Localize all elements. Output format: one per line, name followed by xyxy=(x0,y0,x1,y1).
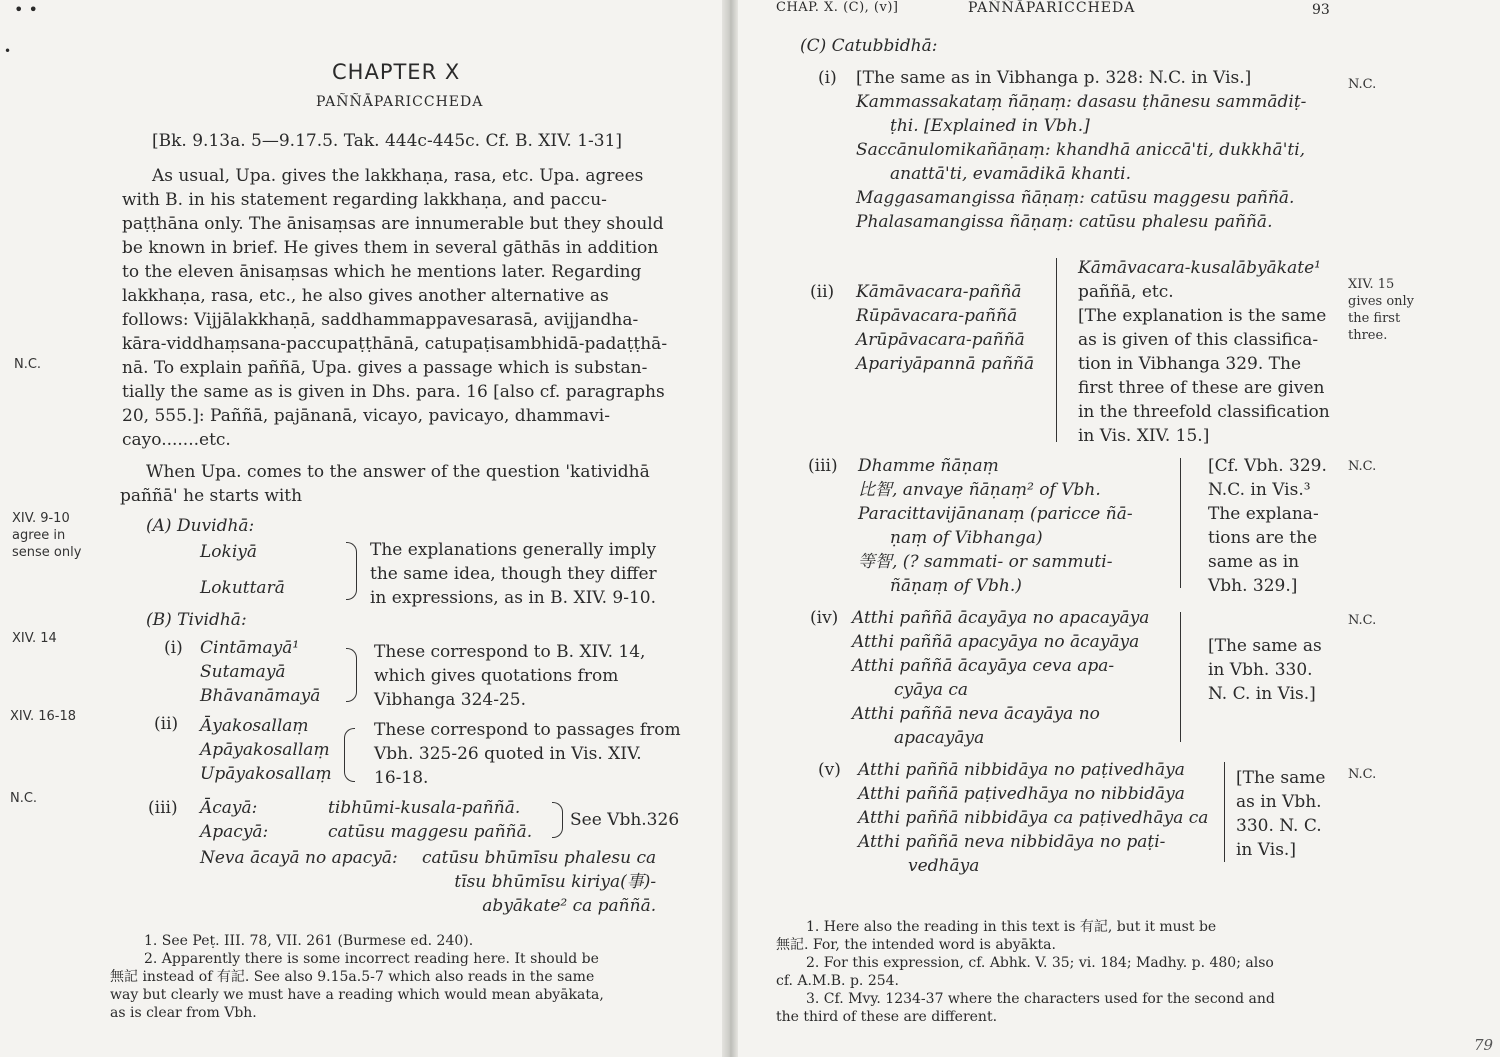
margin-line: sense only xyxy=(12,545,82,560)
note-line: [The same xyxy=(1236,768,1326,788)
section-c-i-label: (i) xyxy=(818,68,837,88)
paragraph-line: paññā' he starts with xyxy=(120,486,303,506)
list-item: Atthi paññā apacyāya no ācayāya xyxy=(852,632,1140,652)
note-line: These correspond to B. XIV. 14, xyxy=(374,642,646,662)
section-c-iii-items xyxy=(858,454,1133,598)
page-number: 93 xyxy=(1312,2,1330,18)
margin-note: N.C. xyxy=(1348,613,1377,628)
section-c-iv-items xyxy=(852,606,1149,750)
note-line: tions are the xyxy=(1208,528,1318,548)
margin-note: N.C. xyxy=(1348,77,1377,92)
note-line: the same idea, though they differ xyxy=(370,564,657,584)
paragraph-line: 20, 555.]: Paññā, pajānanā, vicayo, pavicayo, dhammavi- xyxy=(122,406,610,426)
paragraph-line: follows: Vijjālakkhaṇā, saddhammappavesarasā, avijjandha- xyxy=(122,310,639,330)
section-a-item: Lokiyā xyxy=(200,542,258,562)
margin-line: three. xyxy=(1348,328,1388,343)
list-item: Apāyakosallaṃ xyxy=(200,740,330,760)
note-line: [The same as xyxy=(1208,636,1322,656)
paragraph-line: lakkhaṇa, rasa, etc., he also gives another alternative as xyxy=(122,286,609,306)
list-item: Apariyāpannā paññā xyxy=(856,354,1035,374)
paragraph-line: to the eleven ānisaṃsas which he mentions later. Regarding xyxy=(122,262,642,282)
margin-note: XIV. 14 xyxy=(12,631,57,646)
section-b-iii-see: See Vbh.326 xyxy=(570,810,680,830)
section-c-ii-items xyxy=(856,280,1034,376)
chapter-title: CHAPTER X xyxy=(332,60,461,84)
note-line: as is given of this classifica- xyxy=(1078,330,1319,350)
note-line: first three of these are given xyxy=(1078,378,1325,398)
section-c-iv-note xyxy=(1208,634,1322,706)
list-item: Paracittavijānanaṃ (paricce ñā- xyxy=(858,504,1133,524)
section-b-iii-brace xyxy=(552,802,563,838)
footnote: 2. Apparently there is some incorrect reading here. It should be xyxy=(144,951,599,967)
section-c-iv-brace xyxy=(1180,612,1181,742)
chapter-subtitle: PAÑÑĀPARICCHEDA xyxy=(316,94,484,110)
note-line: 330. N. C. xyxy=(1236,816,1322,836)
section-b-iii-def: catūsu maggesu paññā. xyxy=(328,822,533,842)
note-line: in the threefold classification xyxy=(1078,402,1330,422)
section-c-heading: (C) Catubbidhā: xyxy=(800,36,938,56)
list-item: ṇaṃ of Vibhanga) xyxy=(890,528,1043,548)
paragraph-line: be known in brief. He gives them in several gāthās in addition xyxy=(122,238,659,258)
list-item: Dhamme ñāṇaṃ xyxy=(858,456,999,476)
margin-note: N.C. xyxy=(10,791,38,806)
section-c-ii-brace xyxy=(1056,258,1057,442)
margin-line: agree in xyxy=(12,528,66,543)
text-line: Maggasamangissa ñāṇaṃ: catūsu maggesu paññā. xyxy=(856,188,1295,208)
footnote: cf. A.M.B. p. 254. xyxy=(776,973,899,989)
section-b-i-label: (i) xyxy=(164,638,183,658)
section-a-heading: (A) Duvidhā: xyxy=(146,516,255,536)
list-item: vedhāya xyxy=(908,856,980,876)
running-header-title: PAÑÑĀPARICCHEDA xyxy=(968,0,1136,16)
text-line: ṭhi. [Explained in Vbh.] xyxy=(890,116,1090,136)
note-line: as in Vbh. xyxy=(1236,792,1322,812)
paragraph-line: with B. in his statement regarding lakkhaṇa, and paccu- xyxy=(122,190,607,210)
section-a-item: Lokuttarā xyxy=(200,578,285,598)
def-line: catūsu bhūmīsu phalesu ca xyxy=(422,848,657,868)
note-line: in Vis.] xyxy=(1236,840,1296,860)
list-item: Atthi paññā ācayāya no apacayāya xyxy=(852,608,1150,628)
list-item: Atthi paññā nibbidāya ca paṭivedhāya ca xyxy=(858,808,1209,828)
right-page xyxy=(738,0,1500,1057)
list-item: 等智, (? sammati- or sammuti- xyxy=(858,552,1113,572)
section-c-i-lines xyxy=(856,66,1306,234)
margin-line: gives only xyxy=(1348,294,1415,309)
paragraph-line: As usual, Upa. gives the lakkhaṇa, rasa, etc. Upa. agrees xyxy=(152,166,644,186)
note-line: in Vis. XIV. 15.] xyxy=(1078,426,1210,446)
list-item: Āyakosallaṃ xyxy=(200,716,309,736)
margin-line: the first xyxy=(1348,311,1401,326)
paragraph-line: cayo.......etc. xyxy=(122,430,231,450)
section-c-v-items xyxy=(858,758,1208,878)
page-corner-mark: 79 xyxy=(1474,1036,1494,1054)
list-item: Sutamayā xyxy=(200,662,286,682)
section-a-brace xyxy=(346,542,357,600)
note-line: 16-18. xyxy=(374,768,429,788)
footnote: 無記 instead of 有記. See also 9.15a.5-7 which also reads in the same xyxy=(110,969,595,985)
note-line: N. C. in Vis.] xyxy=(1208,684,1316,704)
section-b-ii-brace xyxy=(344,728,355,782)
footnote: as is clear from Vbh. xyxy=(110,1005,257,1021)
margin-note xyxy=(12,510,81,561)
list-item: Atthi paññā ācayāya ceva apa- xyxy=(852,656,1115,676)
note-line: [Cf. Vbh. 329. xyxy=(1208,456,1327,476)
margin-line: XIV. 15 xyxy=(1348,277,1395,292)
margin-note: N.C. xyxy=(1348,767,1377,782)
footnote: way but clearly we must have a reading which would mean abyākata, xyxy=(110,987,604,1003)
def-line: tīsu bhūmīsu kiriya(事)- xyxy=(454,872,657,892)
left-page xyxy=(0,0,722,1057)
running-header-left: CHAP. X. (C), (v)] xyxy=(776,0,899,15)
footnote: 2. For this expression, cf. Abhk. V. 35; vi. 184; Madhy. p. 480; also xyxy=(806,955,1274,971)
section-b-i-items xyxy=(200,636,320,708)
list-item: Rūpāvacara-paññā xyxy=(856,306,1018,326)
section-b-ii-note xyxy=(374,718,681,790)
book-gutter xyxy=(722,0,738,1057)
section-c-v-brace xyxy=(1224,762,1225,862)
note-line: Kāmāvacara-kusalābyākate¹ xyxy=(1078,258,1321,278)
section-b-i-note xyxy=(374,640,645,712)
note-line: The explana- xyxy=(1208,504,1319,524)
section-b-ii-label: (ii) xyxy=(154,714,179,734)
margin-note xyxy=(1348,276,1414,344)
note-line: which gives quotations from xyxy=(374,666,619,686)
list-item: Atthi paññā nibbidāya no paṭivedhāya xyxy=(858,760,1185,780)
list-item: Atthi paññā neva ācayāya no xyxy=(852,704,1100,724)
section-c-iii-note xyxy=(1208,454,1327,598)
paragraph-line: nā. To explain paññā, Upa. gives a passage which is substan- xyxy=(122,358,648,378)
left-footnotes xyxy=(110,932,604,1022)
footnote: the third of these are different. xyxy=(776,1009,998,1025)
section-b-iii-term: Apacyā: xyxy=(200,822,269,842)
list-item: cyāya ca xyxy=(894,680,969,700)
section-c-iii-brace xyxy=(1180,458,1181,588)
section-c-iv-label: (iv) xyxy=(810,608,839,628)
note-line: Vbh. 325-26 quoted in Vis. XIV. xyxy=(374,744,642,764)
list-item: Arūpāvacara-paññā xyxy=(856,330,1025,350)
page-dots: • • xyxy=(14,0,38,19)
paragraph-line: paṭṭhāna only. The ānisaṃsas are innumerable but they should xyxy=(122,214,664,234)
list-item: Upāyakosallaṃ xyxy=(200,764,332,784)
section-a-note xyxy=(370,538,657,610)
section-b-ii-items xyxy=(200,714,332,786)
section-b-iii-label: (iii) xyxy=(148,798,178,818)
text-line: [The same as in Vibhanga p. 328: N.C. in Vis.] xyxy=(856,68,1252,88)
footnote: 3. Cf. Mvy. 1234-37 where the characters used for the second and xyxy=(806,991,1275,1007)
paragraph-line: kāra-viddhaṃsana-paccupaṭṭhānā, catupaṭisambhidā-padaṭṭhā- xyxy=(122,334,668,354)
section-b-heading: (B) Tividhā: xyxy=(146,610,247,630)
page-dot: • xyxy=(4,44,12,58)
footnote: 1. See Peṭ. III. 78, VII. 261 (Burmese ed. 240). xyxy=(144,933,474,949)
text-line: Kammassakataṃ ñāṇaṃ: dasasu ṭhānesu sammādiṭ- xyxy=(856,92,1307,112)
section-b-i-brace xyxy=(346,648,357,702)
section-b-iii-def: tibhūmi-kusala-paññā. xyxy=(328,798,521,818)
note-line: [The explanation is the same xyxy=(1078,306,1327,326)
paragraph-1 xyxy=(122,164,667,452)
note-line: Vibhanga 324-25. xyxy=(374,690,526,710)
list-item: Kāmāvacara-paññā xyxy=(856,282,1022,302)
text-line: Saccānulomikañāṇaṃ: khandhā aniccā'ti, dukkhā'ti, xyxy=(856,140,1306,160)
list-item: Cintāmayā¹ xyxy=(200,638,300,658)
section-c-ii-label: (ii) xyxy=(810,282,835,302)
list-item: Atthi paññā neva nibbidāya no paṭi- xyxy=(858,832,1166,852)
section-c-v-note xyxy=(1236,766,1325,862)
list-item: Bhāvanāmayā xyxy=(200,686,321,706)
footnote: 無記. For, the intended word is abyākta. xyxy=(776,937,1056,953)
right-footnotes xyxy=(776,918,1275,1026)
chapter-reference: [Bk. 9.13a. 5—9.17.5. Tak. 444c-445c. Cf. B. XIV. 1-31] xyxy=(152,131,623,151)
margin-line: XIV. 9-10 xyxy=(12,511,70,526)
def-line: abyākate² ca paññā. xyxy=(482,896,657,916)
note-line: These correspond to passages from xyxy=(374,720,681,740)
note-line: in Vbh. 330. xyxy=(1208,660,1313,680)
note-line: in expressions, as in B. XIV. 9-10. xyxy=(370,588,656,608)
note-line: The explanations generally imply xyxy=(370,540,657,560)
paragraph-line: tially the same as is given in Dhs. para. 16 [also cf. paragraphs xyxy=(122,382,665,402)
section-c-iii-label: (iii) xyxy=(808,456,838,476)
text-line: Phalasamangissa ñāṇaṃ: catūsu phalesu paññā. xyxy=(856,212,1273,232)
note-line: Vbh. 329.] xyxy=(1208,576,1298,596)
section-b-iii-neva: Neva ācayā no apacyā: xyxy=(200,848,398,868)
list-item: 比智, anvaye ñāṇaṃ² of Vbh. xyxy=(858,480,1101,500)
section-c-v-label: (v) xyxy=(818,760,841,780)
footnote: 1. Here also the reading in this text is 有記, but it must be xyxy=(806,919,1217,935)
note-line: paññā, etc. xyxy=(1078,282,1174,302)
list-item: apacayāya xyxy=(894,728,985,748)
list-item: Atthi paññā paṭivedhāya no nibbidāya xyxy=(858,784,1185,804)
paragraph-2 xyxy=(120,460,650,508)
section-b-iii-term: Ācayā: xyxy=(200,798,258,818)
margin-note: N.C. xyxy=(1348,459,1377,474)
note-line: same as in xyxy=(1208,552,1300,572)
list-item: ñāṇaṃ of Vbh.) xyxy=(890,576,1022,596)
section-c-ii-note xyxy=(1078,256,1330,448)
paragraph-line: When Upa. comes to the answer of the question 'katividhā xyxy=(146,462,650,482)
section-b-iii-neva-def xyxy=(422,846,656,918)
note-line: N.C. in Vis.³ xyxy=(1208,480,1311,500)
margin-note: N.C. xyxy=(14,357,42,372)
text-line: anattā'ti, evamādikā khanti. xyxy=(890,164,1131,184)
note-line: tion in Vibhanga 329. The xyxy=(1078,354,1302,374)
margin-note: XIV. 16-18 xyxy=(10,709,76,724)
